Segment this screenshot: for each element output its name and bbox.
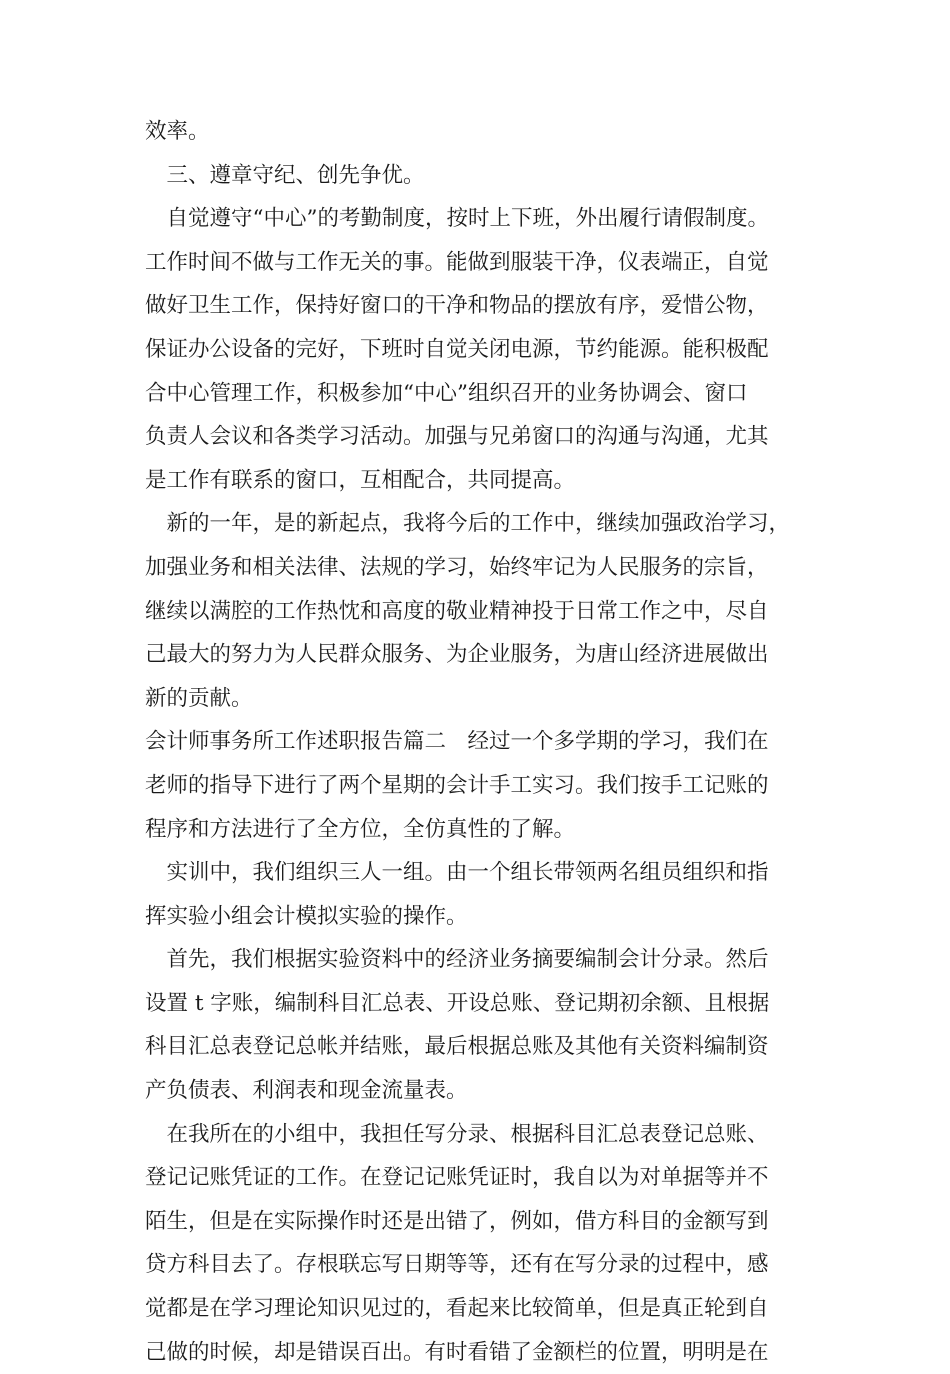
text-line: 工作时间不做与工作无关的事。能做到服装干净，仪表端正，自觉 xyxy=(145,249,769,275)
text-line: 新的贡献。 xyxy=(145,685,253,711)
text-line: 负责人会议和各类学习活动。加强与兄弟窗口的沟通与沟通，尤其 xyxy=(145,424,769,450)
text-line: 加强业务和相关法律、法规的学习，始终牢记为人民服务的宗旨， xyxy=(145,554,769,580)
section-title-line: 会计师事务所工作述职报告篇二 经过一个多学期的学习，我们在 xyxy=(145,729,769,755)
text-line: 科目汇总表登记总帐并结账，最后根据总账及其他有关资料编制资 xyxy=(145,1034,769,1060)
text-line: 首先，我们根据实验资料中的经济业务摘要编制会计分录。然后 xyxy=(145,947,769,973)
text-line: 新的一年，是的新起点，我将今后的工作中，继续加强政治学习， xyxy=(145,511,791,537)
text-line: 贷方科目去了。存根联忘写日期等等，还有在写分录的过程中，感 xyxy=(145,1252,769,1278)
text-line: 产负债表、利润表和现金流量表。 xyxy=(145,1078,468,1104)
text-line: 陌生，但是在实际操作时还是出错了，例如，借方科目的金额写到 xyxy=(145,1208,769,1234)
text-line: 效率。 xyxy=(145,119,210,144)
text-line: 合中心管理工作，积极参加“中心”组织召开的业务协调会、窗口 xyxy=(145,380,748,406)
text-line: 己做的时候，却是错误百出。有时看错了金额栏的位置，明明是在 xyxy=(145,1339,769,1365)
text-line: 做好卫生工作，保持好窗口的干净和物品的摆放有序，爱惜公物， xyxy=(145,293,769,319)
text-line: 保证办公设备的完好，下班时自觉关闭电源，节约能源。能积极配 xyxy=(145,336,769,362)
text-line: 实训中，我们组织三人一组。由一个组长带领两名组员组织和指 xyxy=(145,860,769,886)
text-line: 继续以满腔的工作热忱和高度的敬业精神投于日常工作之中，尽自 xyxy=(145,598,769,624)
text-line: 程序和方法进行了全方位，全仿真性的了解。 xyxy=(145,816,576,842)
text-line: 是工作有联系的窗口，互相配合，共同提高。 xyxy=(145,467,576,493)
section-heading: 三、遵章守纪、创先争优。 xyxy=(145,162,425,188)
text-line: 登记记账凭证的工作。在登记记账凭证时，我自以为对单据等并不 xyxy=(145,1165,769,1191)
text-line: 自觉遵守“中心”的考勤制度，按时上下班，外出履行请假制度。 xyxy=(145,206,769,232)
text-line: 挥实验小组会计模拟实验的操作。 xyxy=(145,903,468,929)
text-line: 己最大的努力为人民群众服务、为企业服务，为唐山经济进展做出 xyxy=(145,642,769,668)
document-body xyxy=(145,110,825,1374)
text-line: 设置 t 字账，编制科目汇总表、开设总账、登记期初余额、且根据 xyxy=(145,990,770,1016)
text-line: 在我所在的小组中，我担任写分录、根据科目汇总表登记总账、 xyxy=(145,1121,769,1147)
text-line: 老师的指导下进行了两个星期的会计手工实习。我们按手工记账的 xyxy=(145,772,769,798)
text-line: 觉都是在学习理论知识见过的，看起来比较简单，但是真正轮到自 xyxy=(145,1296,769,1322)
